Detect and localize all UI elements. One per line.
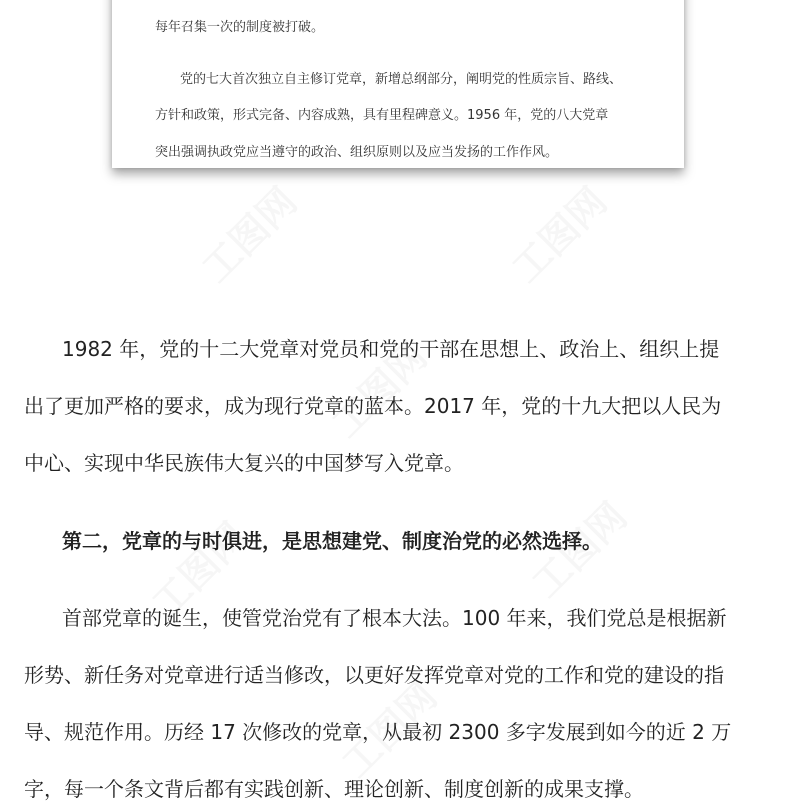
paragraph-line: 字，每一个条文背后都有实践创新、理论创新、制度创新的成果支撑。	[24, 777, 644, 801]
card-line: 党的七大首次独立自主修订党章，新增总纲部分，阐明党的性质宗旨、路线、	[180, 72, 623, 87]
paragraph-line: 形势、新任务对党章进行适当修改，以更好发挥党章对党的工作和党的建设的指	[24, 663, 724, 687]
watermark: 工图网	[323, 334, 436, 446]
paragraph-line: 导、规范作用。历经 17 次修改的党章，从最初 2300 多字发展到如今的近 2 万	[24, 720, 732, 744]
quote-card	[112, 0, 684, 168]
card-line: 突出强调执政党应当遵守的政治、组织原则以及应当发扬的工作作风。	[155, 145, 559, 160]
watermark: 工图网	[333, 674, 446, 786]
section-heading: 第二，党章的与时俱进，是思想建党、制度治党的必然选择。	[62, 529, 602, 553]
watermark: 工图网	[503, 179, 616, 291]
paragraph-line: 首部党章的诞生，使管党治党有了根本大法。100 年来，我们党总是根据新	[62, 606, 727, 630]
paragraph-line: 出了更加严格的要求，成为现行党章的蓝本。2017 年，党的十九大把以人民为	[24, 394, 722, 418]
watermark: 工图网	[523, 494, 636, 606]
card-line: 方针和政策，形式完备、内容成熟，具有里程碑意义。1956 年，党的八大党章	[155, 108, 609, 123]
watermark: 工图网	[193, 179, 306, 291]
paragraph-line: 1982 年，党的十二大党章对党员和党的干部在思想上、政治上、组织上提	[62, 337, 720, 361]
card-line: 每年召集一次的制度被打破。	[155, 20, 325, 35]
paragraph-line: 中心、实现中华民族伟大复兴的中国梦写入党章。	[24, 451, 464, 475]
watermark: 工图网	[143, 514, 256, 626]
